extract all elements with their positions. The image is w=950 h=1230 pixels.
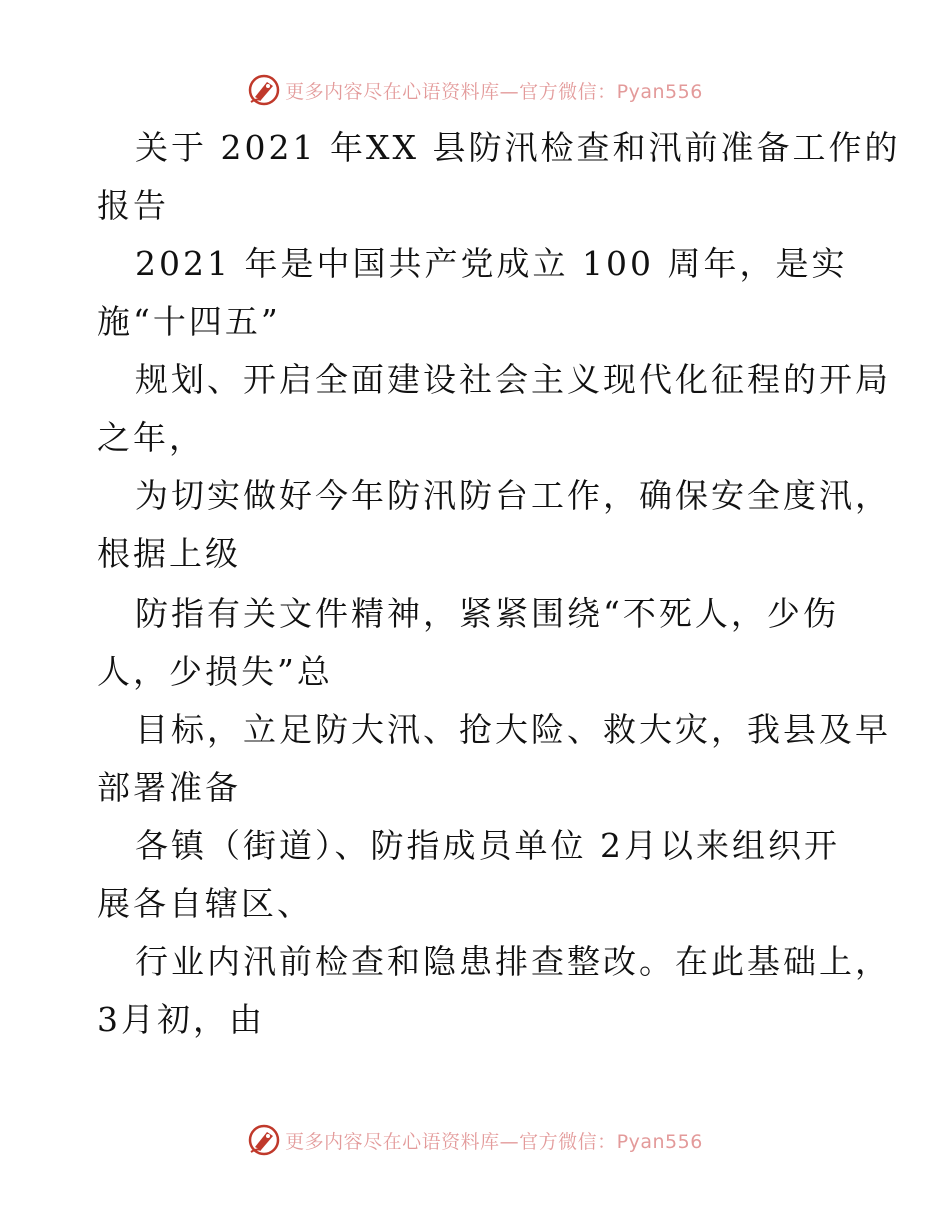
doc-line: 施“十四五” — [97, 302, 281, 341]
footer-banner — [0, 1120, 950, 1160]
doc-line: 防指有关文件精神，紧紧围绕“不死人，少伤 — [135, 594, 839, 633]
pen-nib-logo-icon — [247, 1123, 281, 1157]
doc-line: 3月初，由 — [97, 1000, 265, 1039]
doc-line: 规划、开启全面建设社会主义现代化征程的开局 — [135, 360, 891, 399]
doc-line: 根据上级 — [97, 534, 241, 573]
banner-text: 更多内容尽在心语资料库—官方微信：Pyan556 — [285, 1130, 703, 1153]
banner-text: 更多内容尽在心语资料库—官方微信：Pyan556 — [285, 80, 703, 103]
doc-line: 部署准备 — [97, 768, 241, 807]
doc-line: 关于 2021 年XX 县防汛检查和汛前准备工作的 — [135, 128, 901, 167]
doc-line: 人，少损失”总 — [97, 652, 333, 691]
doc-line: 行业内汛前检查和隐患排查整改。在此基础上， — [135, 942, 891, 981]
doc-line: 为切实做好今年防汛防台工作，确保安全度汛， — [135, 476, 891, 515]
doc-line: 各镇（街道）、防指成员单位 2月以来组织开 — [135, 826, 840, 865]
doc-line: 2021 年是中国共产党成立 100 周年，是实 — [135, 244, 848, 283]
doc-line: 展各自辖区、 — [97, 884, 313, 923]
doc-line: 目标，立足防大汛、抢大险、救大灾，我县及早 — [135, 710, 891, 749]
doc-line: 之年， — [97, 418, 205, 457]
doc-line: 报告 — [97, 186, 169, 225]
